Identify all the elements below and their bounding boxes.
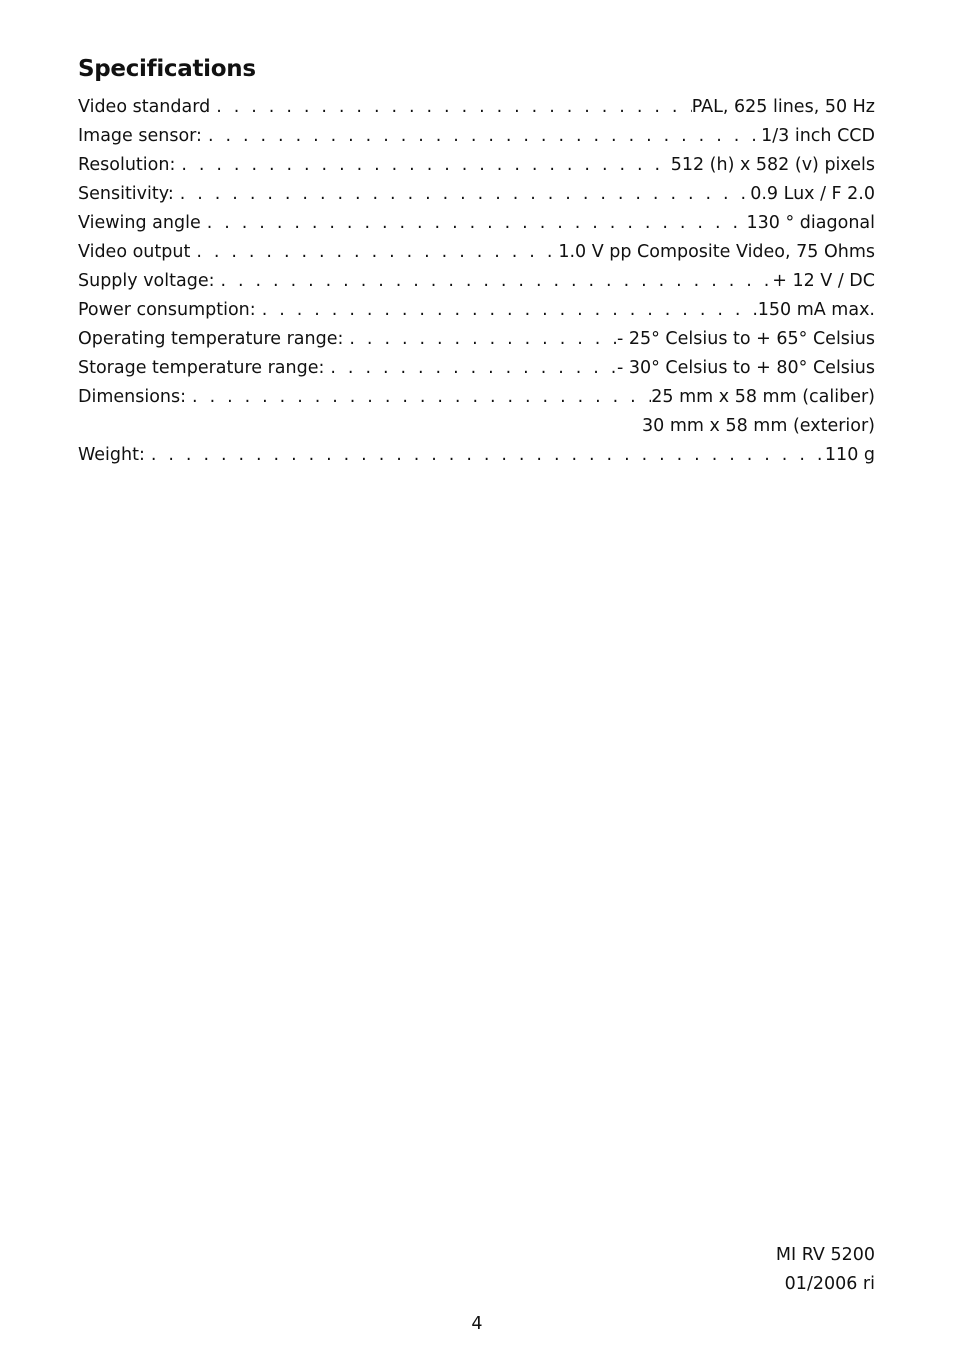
- spec-row-weight: [78, 441, 875, 470]
- spec-value: 110 g: [824, 445, 875, 465]
- document-date: 01/2006 ri: [784, 1274, 875, 1294]
- dot-leader: [175, 151, 670, 180]
- spec-value: - 25° Celsius to + 65° Celsius: [616, 329, 875, 349]
- dot-leader: [214, 267, 772, 296]
- spec-row-viewing-angle: [78, 209, 875, 238]
- spec-value: PAL, 625 lines, 50 Hz: [691, 97, 875, 117]
- spec-label: Video standard: [78, 97, 211, 117]
- dot-leader: [256, 296, 758, 325]
- dot-leader: [202, 122, 761, 151]
- spec-value: 25 mm x 58 mm (caliber): [651, 387, 875, 407]
- spec-row-image-sensor: [78, 122, 875, 151]
- spec-label: Weight:: [78, 445, 145, 465]
- spec-value: + 12 V / DC: [772, 271, 875, 291]
- dot-leader: [190, 238, 558, 267]
- spec-row-power-consumption: [78, 296, 875, 325]
- page-title: Specifications: [78, 56, 256, 82]
- spec-value: 130 ° diagonal: [746, 213, 875, 233]
- spec-value: - 30° Celsius to + 80° Celsius: [616, 358, 875, 378]
- spec-row-dimensions-continuation: [78, 412, 875, 441]
- dot-leader: [324, 354, 617, 383]
- spec-row-video-output: [78, 238, 875, 267]
- dot-leader: [174, 180, 751, 209]
- spec-row-dimensions: [78, 383, 875, 412]
- spec-list: [78, 93, 875, 470]
- spec-label: Dimensions:: [78, 387, 187, 407]
- spec-label: Resolution:: [78, 155, 176, 175]
- spec-value: 150 mA max.: [757, 300, 875, 320]
- spec-value: 30 mm x 58 mm (exterior): [642, 416, 875, 436]
- spec-value: 0.9 Lux / F 2.0: [750, 184, 875, 204]
- spec-row-sensitivity: [78, 180, 875, 209]
- spec-row-video-standard: [78, 93, 875, 122]
- page-number: 4: [471, 1314, 483, 1334]
- spec-label: Power consumption:: [78, 300, 256, 320]
- spec-value: 1/3 inch CCD: [761, 126, 875, 146]
- dot-leader: [201, 209, 747, 238]
- spec-value: 1.0 V pp Composite Video, 75 Ohms: [558, 242, 875, 262]
- spec-label: Image sensor:: [78, 126, 202, 146]
- spec-row-operating-temperature: [78, 325, 875, 354]
- model-number: MI RV 5200: [775, 1245, 875, 1265]
- spec-row-resolution: [78, 151, 875, 180]
- spec-label: Viewing angle: [78, 213, 201, 233]
- spec-label: Storage temperature range:: [78, 358, 325, 378]
- spec-label: Operating temperature range:: [78, 329, 344, 349]
- dot-leader: [210, 93, 692, 122]
- footer-block: [776, 1241, 875, 1299]
- spec-row-supply-voltage: [78, 267, 875, 296]
- spec-label: Supply voltage:: [78, 271, 215, 291]
- dot-leader: [343, 325, 617, 354]
- spec-label: Sensitivity:: [78, 184, 174, 204]
- spec-value: 512 (h) x 582 (v) pixels: [670, 155, 875, 175]
- spec-label: Video output: [78, 242, 191, 262]
- dot-leader: [186, 383, 651, 412]
- dot-leader: [145, 441, 825, 470]
- spec-row-storage-temperature: [78, 354, 875, 383]
